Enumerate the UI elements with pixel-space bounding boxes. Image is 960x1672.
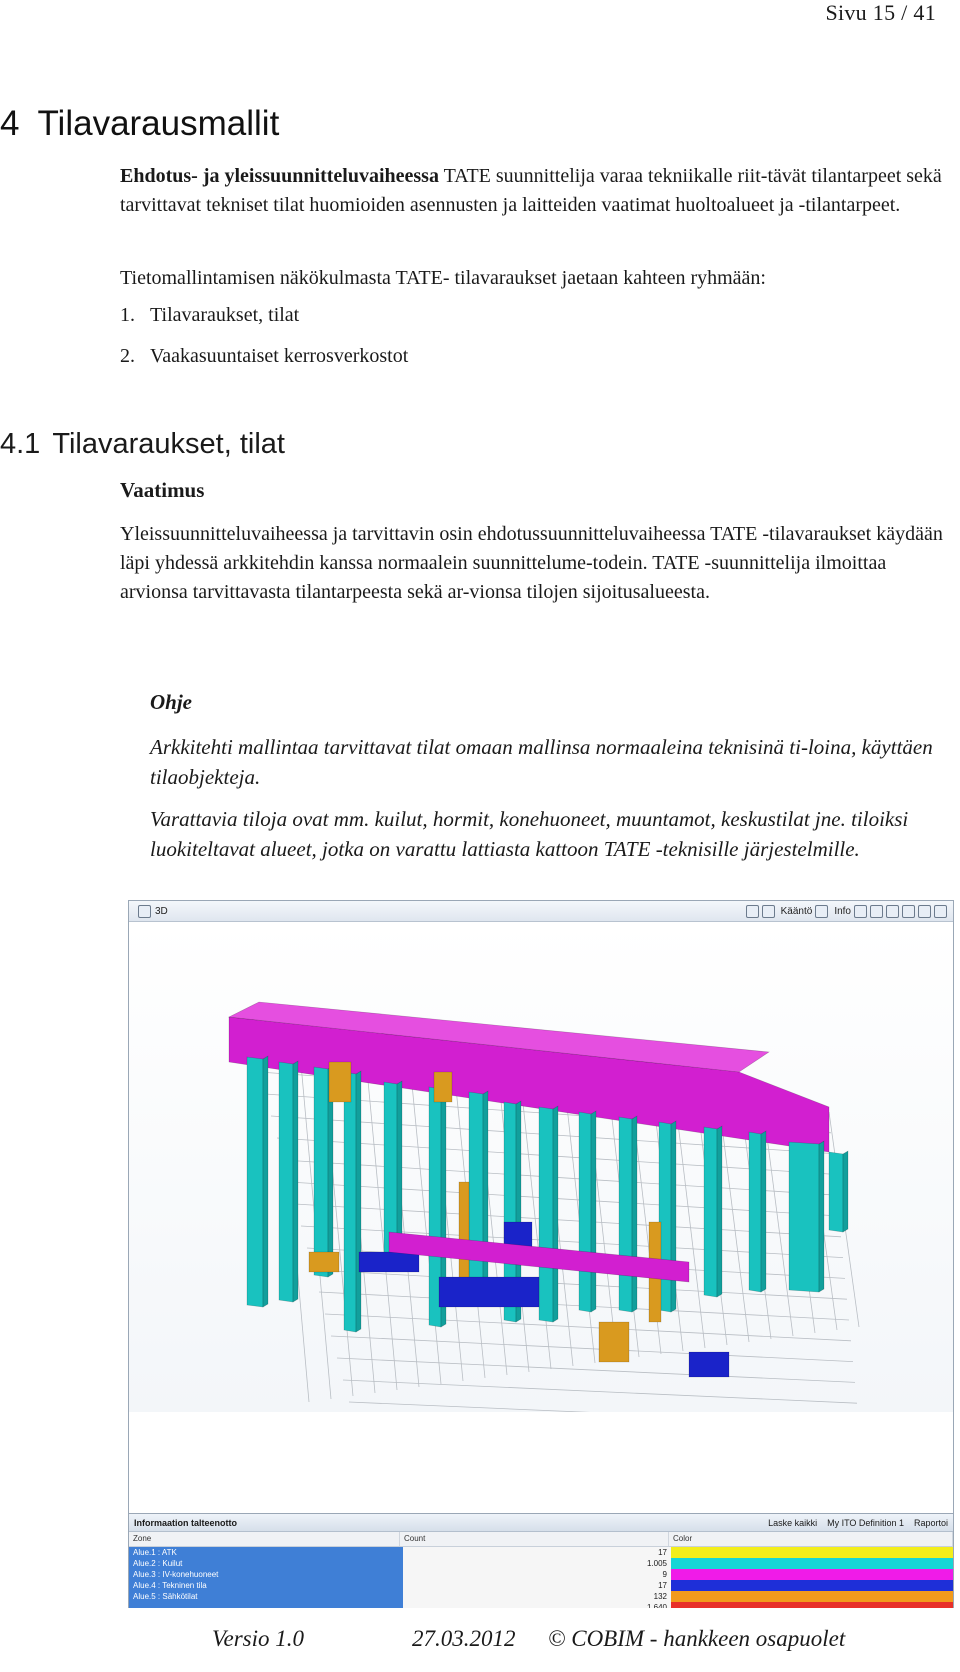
requirement-body: Yleissuunnitteluvaiheessa ja tarvittavin osin ehdotussuunnitteluvaiheessa TATE -tilavaraukset käydään läpi yhdessä arkkitehdin kanssa normaalein suunnittelume-todein. TATE -suunnittelija ilmoittaa arvionsa tarvittavasta tilantarpeesta sekä ar-vionsa tilojen sijoitusalueesta. (120, 523, 943, 603)
section-number: 4.1 (0, 428, 41, 460)
shaft-side (293, 1061, 298, 1302)
layers-icon[interactable] (854, 905, 867, 918)
color-swatch (671, 1558, 953, 1569)
table-row[interactable] (129, 1591, 953, 1602)
floor-slab-line (331, 1336, 853, 1362)
table-row[interactable] (129, 1569, 953, 1580)
shaft-side (553, 1106, 558, 1322)
panel-title: Informaation talteenotto (134, 1517, 237, 1528)
list-label: Tilavaraukset, tilat (150, 304, 300, 326)
rotate-button[interactable]: Kääntö (780, 905, 813, 917)
column-count: Count (400, 1532, 669, 1546)
panel-toolbar (129, 1514, 953, 1532)
list-label: Vaakasuuntaiset kerrosverkostot (150, 345, 409, 367)
color-swatch (671, 1580, 953, 1591)
section-heading (0, 428, 285, 461)
shaft-side (717, 1126, 722, 1297)
count-cell: 132 (403, 1591, 671, 1602)
viewer-title: 3D (155, 905, 168, 917)
intro-paragraph (120, 162, 950, 220)
guidance-paragraph-1: Arkkitehti mallintaa tarvittavat tilat omaan mallinsa normaaleina teknisinä ti-loina, käyttäen tilaobjekteja. (150, 735, 933, 789)
frame-column-line (675, 1098, 705, 1348)
list-index: 1. (120, 304, 135, 326)
info-button[interactable]: Info (834, 905, 851, 917)
chapter-heading (0, 104, 279, 144)
shaft-side (843, 1151, 848, 1232)
rotate-icon[interactable] (762, 905, 775, 918)
electrical-room (599, 1322, 629, 1362)
requirement-heading: Vaatimus (120, 478, 205, 502)
zone-cell: Alue.1 : ATK (129, 1547, 403, 1558)
model-view[interactable] (129, 922, 953, 1412)
count-cell: 17 (403, 1547, 671, 1558)
floor-slab-line (325, 1314, 851, 1341)
electrical-room (309, 1252, 339, 1272)
color-swatch (671, 1547, 953, 1558)
shaft-box (279, 1062, 293, 1302)
shaft-box (247, 1057, 263, 1307)
technical-room (689, 1352, 729, 1377)
info-icon[interactable] (815, 905, 828, 918)
intro-lead: Ehdotus- ja yleissuunnitteluvaiheessa (120, 165, 439, 187)
settings-icon[interactable] (934, 905, 947, 918)
shaft-side (632, 1116, 637, 1312)
viewer-toolbar (129, 901, 953, 922)
group-list (120, 304, 408, 386)
zoom-out-icon[interactable] (902, 905, 915, 918)
zoom-in-icon[interactable] (886, 905, 899, 918)
shaft-box (579, 1112, 591, 1312)
chapter-number: 4 (0, 104, 20, 143)
list-item (120, 345, 408, 386)
zone-cell: Alue.5 : Sähkötilat (129, 1591, 403, 1602)
page-footer (0, 1608, 960, 1672)
electrical-room (329, 1062, 351, 1102)
shaft-side (671, 1121, 676, 1312)
definition-select[interactable]: My ITO Definition 1 (827, 1517, 904, 1528)
floor-slab-line (343, 1380, 857, 1403)
shaft-side (263, 1056, 268, 1307)
shaft-box (469, 1092, 483, 1292)
shaft-box (619, 1117, 632, 1312)
calculate-all-button[interactable]: Laske kaikki (768, 1517, 818, 1528)
back-icon[interactable] (746, 905, 759, 918)
column-color: Color (669, 1532, 953, 1546)
footer-copyright: © COBIM - hankkeen osapuolet (548, 1626, 846, 1651)
intro-text: TATE suunnittelija varaa tekniikalle riit-tävät tilantarpeet sekä tarvittavat tekniset tilat huomioiden asennusten ja laitteiden vaatimat huoltoalueet ja -tilantarpeet. (120, 165, 942, 216)
color-swatch (671, 1569, 953, 1580)
list-index: 2. (120, 345, 135, 367)
table-row[interactable] (129, 1558, 953, 1569)
guidance-paragraph-2: Varattavia tiloja ovat mm. kuilut, hormit, konehuoneet, muuntamot, keskustilat jne. tiloiksi luokiteltavat alueet, jotka on varattu lattiasta kattoon TATE -teknisille järjestelmille. (150, 807, 909, 861)
shaft-side (761, 1131, 766, 1292)
zone-cell: Alue.2 : Kuilut (129, 1558, 403, 1569)
shaft-box (749, 1132, 761, 1292)
table-header (129, 1532, 953, 1547)
count-cell: 17 (403, 1580, 671, 1591)
building-model (129, 922, 953, 1412)
guidance-heading: Ohje (150, 690, 192, 714)
shaft-side (356, 1071, 361, 1332)
shaft-box (344, 1072, 356, 1332)
electrical-room (459, 1182, 469, 1292)
page-number: Sivu 15 / 41 (825, 0, 936, 25)
column-zone: Zone (129, 1532, 400, 1546)
view-3d-icon (138, 905, 151, 918)
shaft-box (539, 1107, 553, 1322)
color-swatch (671, 1591, 953, 1602)
count-cell: 1.005 (403, 1558, 671, 1569)
floor-slab-line (337, 1358, 855, 1382)
table-row[interactable] (129, 1580, 953, 1591)
technical-room (359, 1252, 419, 1272)
zone-cell: Alue.4 : Tekninen tila (129, 1580, 403, 1591)
list-item (120, 304, 408, 345)
electrical-room (434, 1072, 452, 1102)
floor-slab-line (349, 1402, 859, 1412)
information-panel (129, 1513, 953, 1614)
report-button[interactable]: Raportoi (913, 1517, 948, 1528)
section-icon[interactable] (870, 905, 883, 918)
shaft-box (829, 1152, 843, 1232)
section-title: Tilavaraukset, tilat (52, 428, 285, 460)
fit-view-icon[interactable] (918, 905, 931, 918)
shaft-side (819, 1141, 824, 1292)
footer-date: 27.03.2012 (412, 1626, 516, 1651)
shaft-box (789, 1142, 819, 1292)
bim-viewer-screenshot (128, 900, 954, 1614)
technical-room (439, 1277, 539, 1307)
footer-version: Versio 1.0 (212, 1626, 304, 1651)
shaft-side (591, 1111, 596, 1312)
table-row[interactable] (129, 1547, 953, 1558)
shaft-box (314, 1067, 328, 1277)
groups-intro: Tietomallintamisen näkökulmasta TATE- tilavaraukset jaetaan kahteen ryhmään: (120, 267, 766, 289)
chapter-title: Tilavarausmallit (37, 104, 280, 143)
zone-cell: Alue.3 : IV-konehuoneet (129, 1569, 403, 1580)
count-cell: 9 (403, 1569, 671, 1580)
shaft-box (704, 1127, 717, 1297)
